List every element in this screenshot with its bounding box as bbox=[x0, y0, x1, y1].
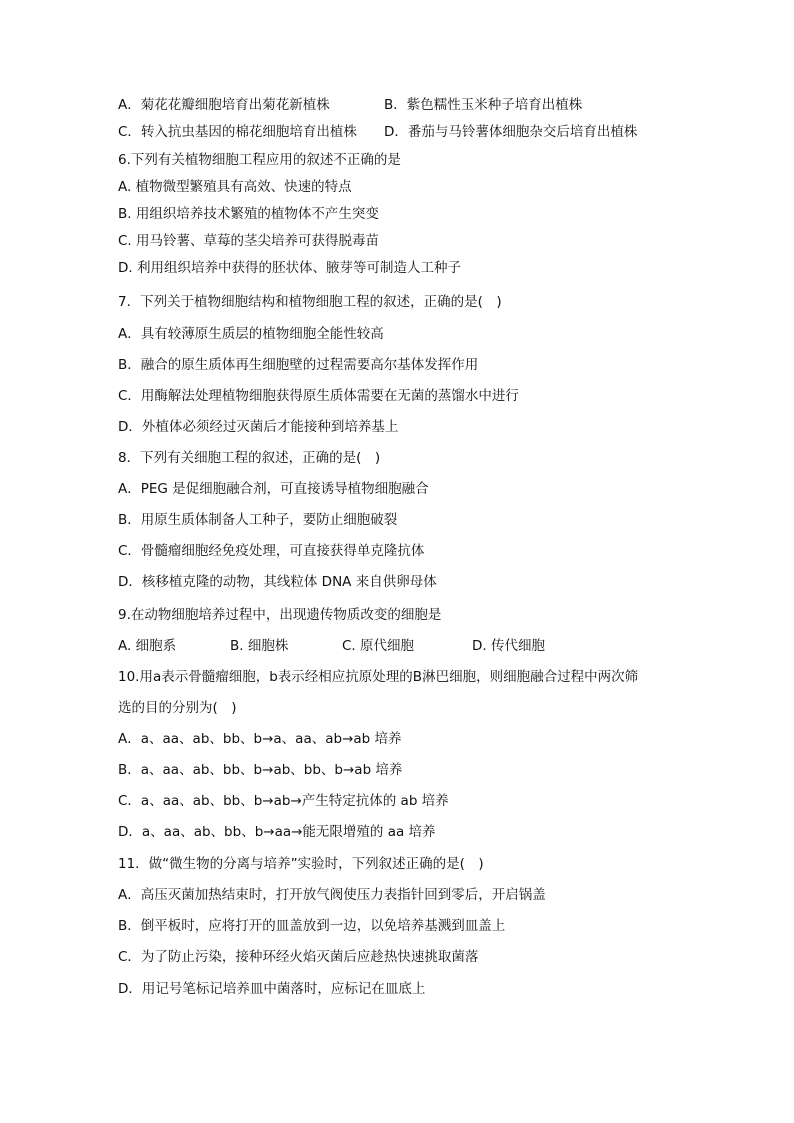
q7-option-a: A．具有较薄原生质层的植物细胞全能性较高 bbox=[118, 326, 384, 342]
q10-stem-line1: 10.用a表示骨髓瘤细胞，b表示经相应抗原处理的B淋巴细胞，则细胞融合过程中两次筛 bbox=[118, 669, 639, 685]
q9-option-c: C. 原代细胞 bbox=[342, 638, 415, 654]
q11-option-b: B．倒平板时，应将打开的皿盖放到一边，以免培养基溅到皿盖上 bbox=[118, 918, 506, 934]
q8-option-b: B．用原生质体制备人工种子，要防止细胞破裂 bbox=[118, 512, 398, 528]
q5-option-d: D．番茄与马铃薯体细胞杂交后培育出植株 bbox=[384, 124, 638, 140]
q10-stem-line2: 选的目的分别为( ) bbox=[118, 700, 237, 716]
q6-option-a: A. 植物微型繁殖具有高效、快速的特点 bbox=[118, 179, 352, 195]
q5-option-c: C．转入抗虫基因的棉花细胞培育出植株 bbox=[118, 124, 357, 140]
q7-option-c: C．用酶解法处理植物细胞获得原生质体需要在无菌的蒸馏水中进行 bbox=[118, 388, 519, 404]
q11-option-c: C．为了防止污染，接种环经火焰灭菌后应趁热快速挑取菌落 bbox=[118, 949, 479, 965]
q7-stem: 7．下列关于植物细胞结构和植物细胞工程的叙述，正确的是( ) bbox=[118, 294, 502, 310]
q7-option-d: D．外植体必须经过灭菌后才能接种到培养基上 bbox=[118, 419, 399, 435]
q11-option-d: D．用记号笔标记培养皿中菌落时，应标记在皿底上 bbox=[118, 981, 426, 997]
q8-stem: 8．下列有关细胞工程的叙述，正确的是( ) bbox=[118, 450, 381, 466]
q10-option-a: A．a、aa、ab、bb、b→a、aa、ab→ab 培养 bbox=[118, 731, 402, 747]
q6-option-c: C. 用马铃薯、草莓的茎尖培养可获得脱毒苗 bbox=[118, 233, 380, 249]
q5-option-a: A．菊花花瓣细胞培育出菊花新植株 bbox=[118, 97, 330, 113]
q9-option-d: D. 传代细胞 bbox=[472, 638, 545, 654]
q10-option-d: D．a、aa、ab、bb、b→aa→能无限增殖的 aa 培养 bbox=[118, 824, 436, 840]
q9-option-b: B. 细胞株 bbox=[230, 638, 289, 654]
q8-option-c: C．骨髓瘤细胞经免疫处理，可直接获得单克隆抗体 bbox=[118, 543, 425, 559]
q11-option-a: A．高压灭菌加热结束时，打开放气阀使压力表指针回到零后，开启锅盖 bbox=[118, 887, 546, 903]
q5-option-b: B．紫色糯性玉米种子培育出植株 bbox=[384, 97, 583, 113]
q8-option-a: A．PEG 是促细胞融合剂，可直接诱导植物细胞融合 bbox=[118, 481, 429, 497]
q9-option-a: A. 细胞系 bbox=[118, 638, 177, 654]
q6-option-d: D. 利用组织培养中获得的胚状体、腋芽等可制造人工种子 bbox=[118, 260, 461, 276]
q9-stem: 9.在动物细胞培养过程中，出现遗传物质改变的细胞是 bbox=[118, 607, 442, 623]
q10-option-c: C．a、aa、ab、bb、b→ab→产生特定抗体的 ab 培养 bbox=[118, 793, 449, 809]
q10-option-b: B．a、aa、ab、bb、b→ab、bb、b→ab 培养 bbox=[118, 762, 403, 778]
q6-stem: 6.下列有关植物细胞工程应用的叙述不正确的是 bbox=[118, 152, 401, 168]
q7-option-b: B．融合的原生质体再生细胞壁的过程需要高尔基体发挥作用 bbox=[118, 357, 479, 373]
q6-option-b: B. 用组织培养技术繁殖的植物体不产生突变 bbox=[118, 206, 379, 222]
q11-stem: 11．做“微生物的分离与培养”实验时，下列叙述正确的是( ) bbox=[118, 856, 484, 872]
q8-option-d: D．核移植克隆的动物，其线粒体 DNA 来自供卵母体 bbox=[118, 574, 437, 590]
